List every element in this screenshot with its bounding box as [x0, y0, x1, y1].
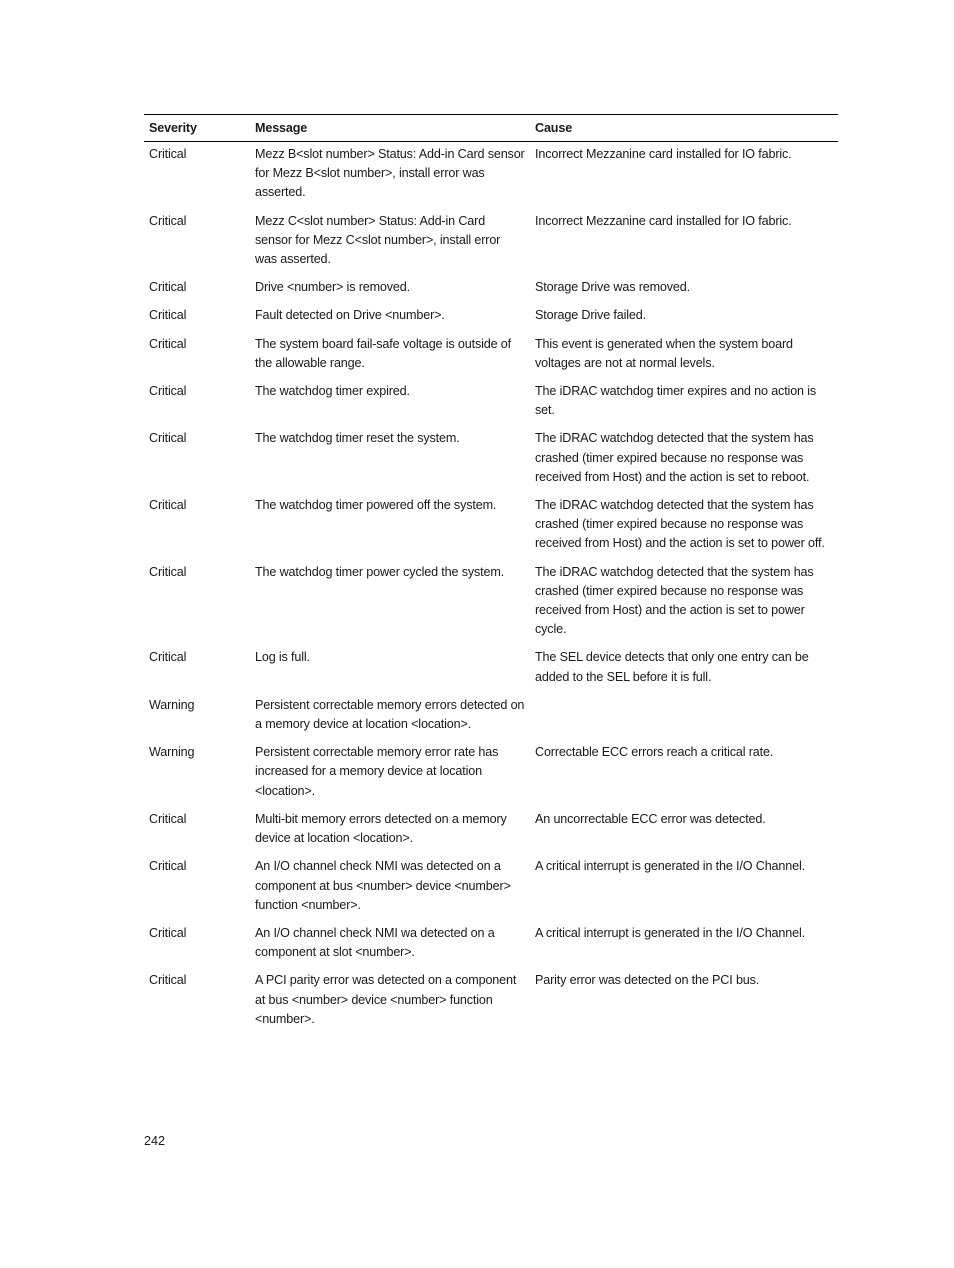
- message-cell: The watchdog timer power cycled the system.: [255, 564, 505, 579]
- table-row: [144, 302, 838, 330]
- message-cell: Drive <number> is removed.: [255, 280, 410, 295]
- cause-cell: The iDRAC watchdog detected that the system has crashed (timer expired because no response was received from Host) and the action is set to power off.: [535, 498, 825, 551]
- table-row: [144, 739, 838, 806]
- severity-cell: Critical: [149, 973, 187, 988]
- table-row: [144, 492, 838, 559]
- cause-cell: The iDRAC watchdog detected that the system has crashed (timer expired because no response was received from Host) and the action is set to reboot.: [535, 431, 814, 484]
- message-cell: Mezz B<slot number> Status: Add-in Card sensor for Mezz B<slot number>, install error was asserted.: [255, 147, 525, 200]
- table-row: [144, 142, 838, 208]
- severity-cell: Warning: [149, 697, 195, 712]
- message-cell: Persistent correctable memory errors detected on a memory device at location <location>.: [255, 697, 525, 732]
- cause-cell: The iDRAC watchdog detected that the system has crashed (timer expired because no response was received from Host) and the action is set to power cycle.: [535, 564, 814, 637]
- table-row: [144, 967, 838, 1034]
- severity-cell: Critical: [149, 213, 187, 228]
- message-cell: An I/O channel check NMI wa detected on a component at slot <number>.: [255, 925, 495, 960]
- cause-cell: Incorrect Mezzanine card installed for IO fabric.: [535, 213, 792, 228]
- message-cell: Log is full.: [255, 650, 310, 665]
- cause-cell: This event is generated when the system board voltages are not at normal levels.: [535, 336, 793, 370]
- cause-cell: An uncorrectable ECC error was detected.: [535, 811, 766, 826]
- cause-cell: A critical interrupt is generated in the I/O Channel.: [535, 925, 805, 940]
- message-cell: Mezz C<slot number> Status: Add-in Card sensor for Mezz C<slot number>, install error was asserted.: [255, 213, 501, 267]
- table-row: [144, 806, 838, 853]
- severity-cell: Critical: [149, 384, 187, 399]
- cause-cell: Storage Drive failed.: [535, 308, 646, 323]
- message-cell: A PCI parity error was detected on a component at bus <number> device <number> function <number>.: [255, 973, 517, 1026]
- event-table: [144, 114, 838, 1034]
- severity-cell: Critical: [149, 498, 187, 513]
- header-severity: Severity: [149, 121, 197, 136]
- table-row: [144, 853, 838, 920]
- cause-cell: [530, 692, 838, 739]
- message-cell: Persistent correctable memory error rate has increased for a memory device at location <location>.: [255, 745, 499, 798]
- table-row: [144, 274, 838, 302]
- severity-cell: Critical: [149, 147, 187, 161]
- cause-cell: The iDRAC watchdog timer expires and no action is set.: [535, 384, 817, 418]
- table-row: [144, 644, 838, 691]
- cause-cell: Incorrect Mezzanine card installed for IO fabric.: [535, 147, 792, 161]
- severity-cell: Critical: [149, 859, 187, 874]
- table-body: [144, 142, 838, 1034]
- severity-cell: Critical: [149, 431, 187, 446]
- severity-cell: Critical: [149, 280, 187, 295]
- message-cell: An I/O channel check NMI was detected on a component at bus <number> device <number> function <number>.: [255, 859, 511, 912]
- event-table-container: [144, 114, 838, 1034]
- table-row: [144, 425, 838, 492]
- message-cell: The system board fail-safe voltage is outside of the allowable range.: [255, 336, 512, 370]
- header-cause: Cause: [535, 121, 573, 136]
- cause-cell: A critical interrupt is generated in the I/O Channel.: [535, 859, 805, 874]
- message-cell: The watchdog timer powered off the system.: [255, 498, 497, 513]
- header-row: [144, 115, 838, 142]
- table-row: [144, 378, 838, 425]
- severity-cell: Critical: [149, 925, 187, 940]
- message-cell: The watchdog timer expired.: [255, 384, 410, 399]
- cause-cell: Storage Drive was removed.: [535, 280, 690, 295]
- cause-cell: Correctable ECC errors reach a critical rate.: [535, 745, 774, 760]
- message-cell: The watchdog timer reset the system.: [255, 431, 460, 446]
- severity-cell: Critical: [149, 650, 187, 665]
- header-message: Message: [255, 121, 308, 136]
- cause-cell: Parity error was detected on the PCI bus.: [535, 973, 760, 988]
- table-header: [144, 115, 838, 142]
- cause-cell: The SEL device detects that only one entry can be added to the SEL before it is full.: [535, 650, 809, 684]
- message-cell: Multi-bit memory errors detected on a memory device at location <location>.: [255, 811, 507, 846]
- message-cell: Fault detected on Drive <number>.: [255, 308, 445, 323]
- table-row: [144, 331, 838, 378]
- page-number: 242: [144, 1134, 166, 1148]
- severity-cell: Critical: [149, 308, 187, 323]
- severity-cell: Warning: [149, 745, 195, 760]
- severity-cell: Critical: [149, 811, 187, 826]
- table-row: [144, 208, 838, 275]
- table-row: [144, 559, 838, 645]
- table-row: [144, 692, 838, 739]
- severity-cell: Critical: [149, 336, 187, 351]
- severity-cell: Critical: [149, 564, 187, 579]
- table-row: [144, 920, 838, 967]
